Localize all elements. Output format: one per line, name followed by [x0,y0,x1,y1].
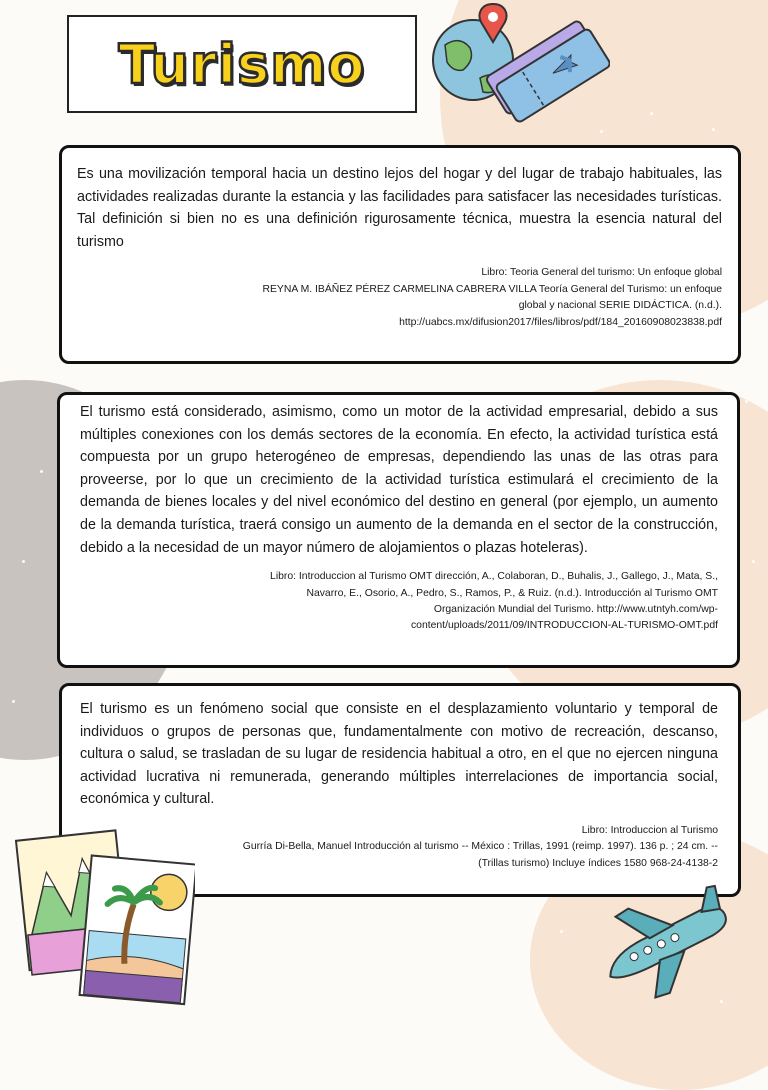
title-box [67,15,417,113]
definition-text-1: Es una movilización temporal hacia un destino lejos del hogar y del lugar de trabajo habituales, las actividades realizadas durante la estancia y las facilidades para satisfacer las necesidades turísticas. Tal definición si bien no es una definición rigurosamente técnica, muestra la esencia natural del turismo [77,166,722,250]
citation-line: Libro: Introduccion al Turismo [581,824,718,836]
citation-line: Libro: Teoria General del turismo: Un enfoque global [481,267,722,279]
definition-card-2 [57,392,740,668]
definition-text-2: El turismo está considerado, asimismo, como un motor de la actividad empresarial, debido a sus múltiples conexiones con los demás sectores de la economía. En efecto, la actividad turística está compuesta por un grupo heterogéneo de empresas, dependiendo las unas de las otras para proveerse, por lo que un crecimiento de la actividad turística estimulará el crecimiento de la demanda de bienes locales y del nivel económico del destino en general (por ejemplo, un aumento de la demanda turística, traerá consigo un aumento de la demanda en el sector de la construcción, debido a la necesidad de un mayor número de alojamientos o plazas hoteleras). [80,404,718,556]
citation-line: (Trillas turismo) Incluye índices 1580 968-24-4138-2 [478,857,718,869]
citation-line: REYNA M. IBÁÑEZ PÉREZ CARMELINA CABRERA VILLA Teoría General del Turismo: un enfoque [262,283,722,295]
airplane-icon [590,880,740,1000]
definition-card-1 [59,145,741,364]
citation-line: global y nacional SERIE DIDÁCTICA. (n.d.). [518,300,722,312]
citation-link[interactable]: http://uabcs.mx/difusion2017/files/libros/pdf/184_20160908023838.pdf [399,316,722,328]
citation-link[interactable]: content/uploads/2011/09/INTRODUCCION-AL-TURISMO-OMT.pdf [410,620,718,632]
citation-line: Libro: Introduccion al Turismo OMT dirección, A., Colaboran, D., Buhalis, J., Gallego, J., Mata, S., [270,571,718,583]
citation-2 [80,569,718,635]
definition-text-3: El turismo es un fenómeno social que consiste en el desplazamiento voluntario y temporal de individuos o grupos de personas que, fundamentalmente con motivo de recreación, descanso, cultura o salud, se trasladan de su lugar de residencia habitual a otro, en el que no ejercen ninguna actividad lucrativa ni remunerada, generando múltiples interrelaciones de importancia social, económica y cultural. [80,701,718,808]
citation-line: Gurría Di-Bella, Manuel Introducción al turismo -- México : Trillas, 1991 (reimp. 1997). 136 p. ; 24 cm. -- [242,841,718,853]
postcards-icon [15,825,195,1015]
citation-link[interactable]: Organización Mundial del Turismo. http://www.utntyh.com/wp- [433,603,718,615]
page-title: Turismo [118,33,366,96]
plane-tickets-icon [480,15,610,125]
citation-line: Navarro, E., Osorio, A., Pedro, S., Ramos, P., & Ruiz. (n.d.). Introducción al Turismo OMT [306,587,718,599]
citation-1 [77,265,722,331]
